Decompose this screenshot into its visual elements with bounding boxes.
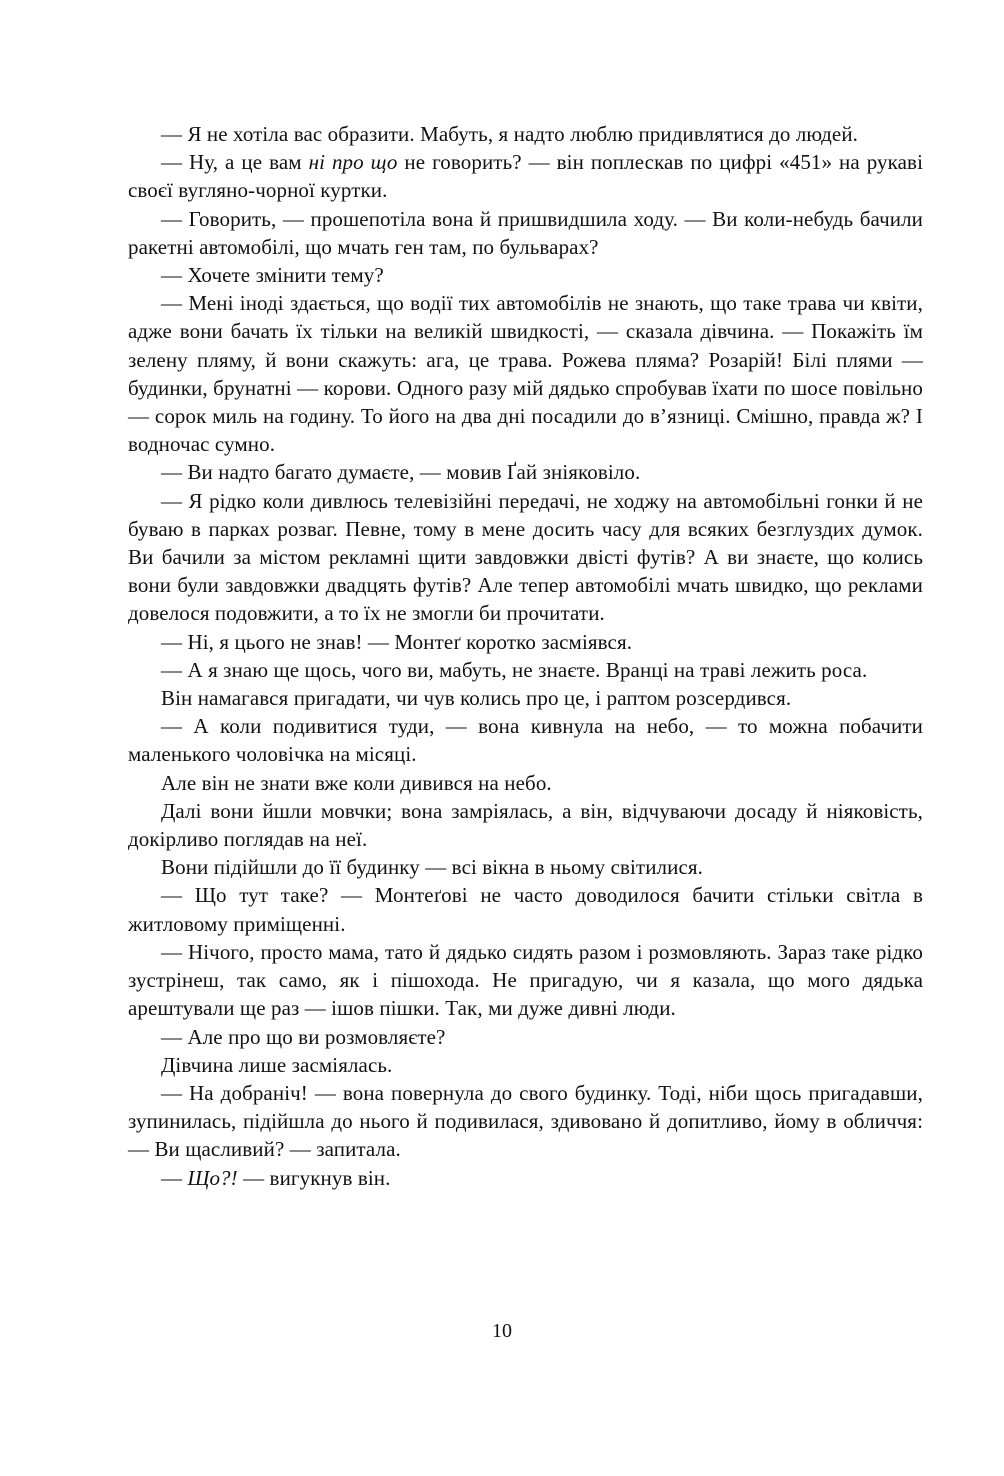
text-segment: Дівчина лише засміялась.	[161, 1052, 393, 1077]
text-segment: — Говорить, — прошепотіла вона й пришвидшила ходу. — Ви коли-небудь бачили ракетні автомобілі, що мчать ген там, по бульварах?	[128, 206, 923, 259]
text-segment: — Хочете змінити тему?	[161, 263, 384, 288]
text-segment: — Нічого, просто мама, тато й дядько сидять разом і розмовляють. Зараз таке рідко зустрінеш, так само, як і пішохода. Не пригадую, чи я казала, що мого дядька арештували ще раз — ішов пішки. Так, ми дуже дивні люди.	[128, 939, 923, 1021]
italic-text-segment: Що?!	[187, 1165, 238, 1190]
page-number: 10	[492, 1320, 512, 1342]
text-segment: — Ну, а це вам	[161, 150, 309, 175]
paragraph	[128, 120, 923, 148]
text-segment: — Але про що ви розмовляєте?	[161, 1024, 446, 1049]
paragraph	[128, 205, 923, 261]
paragraph	[128, 769, 923, 797]
text-segment: — Я не хотіла вас образити. Мабуть, я надто люблю придивлятися до людей.	[161, 122, 859, 146]
text-segment: — А коли подивитися туди, — вона кивнула на небо, — то можна побачити маленького чоловічка на місяці.	[128, 714, 923, 767]
paragraph	[128, 1051, 923, 1079]
paragraph	[128, 797, 923, 853]
paragraph	[128, 289, 923, 458]
text-segment: — Що тут таке? — Монтеґові не часто доводилося бачити стільки світла в житловому приміщенні.	[128, 883, 923, 936]
paragraph	[128, 148, 923, 204]
text-segment: — Ні, я цього не знав! — Монтеґ коротко засміявся.	[161, 629, 633, 654]
paragraph	[128, 628, 923, 656]
paragraph	[128, 656, 923, 684]
paragraph	[128, 1079, 923, 1164]
text-segment: не говорить? — він поплескав по цифрі «451» на рукаві своєї вугляно-чорної куртки.	[128, 150, 924, 203]
text-segment: Він намагався пригадати, чи чув колись про це, і раптом розсердився.	[161, 686, 792, 711]
paragraph	[128, 938, 923, 1023]
paragraph	[128, 487, 923, 628]
paragraph	[128, 458, 923, 486]
text-segment: — Я рідко коли дивлюсь телевізійні передачі, не ходжу на автомобільні гонки й не буваю в парках розваг. Певне, тому в мене досить часу для всяких безглуздих думок. Ви бачили за містом рекламні щити завдовжки двісті футів? А ви знаєте, що колись вони були завдовжки двадцять футів? Але тепер автомобілі мчать швидко, що реклами довелося подовжити, а то їх не змогли би прочитати.	[128, 488, 923, 626]
paragraph	[128, 712, 923, 768]
text-segment: — Ви надто багато думаєте, — мовив Ґай зніяковіло.	[161, 460, 641, 485]
text-segment: Але він не знати вже коли дивився на небо.	[161, 770, 552, 795]
text-segment: — Мені іноді здається, що водії тих автомобілів не знають, що таке трава чи квіти, адже вони бачать їх тільки на великій швидкості, — сказала дівчина. — Покажіть їм зелену пляму, й вони скажуть: ага, це трава. Рожева пляма? Розарій! Білі плями — будинки, брунатні — корови. Одного разу мій дядько спробував їхати по шосе повільно — сорок миль на годину. То його на два дні посадили до в’язниці. Смішно, правда ж? І водночас сумно.	[128, 291, 923, 457]
italic-text-segment: ні про що	[308, 150, 398, 175]
text-segment: Вони підійшли до її будинку — всі вікна в ньому світилися.	[161, 855, 703, 880]
paragraph	[128, 1023, 923, 1051]
paragraph	[128, 684, 923, 712]
text-segment: Далі вони йшли мовчки; вона замріялась, а він, відчуваючи досаду й ніяковість, докірливо поглядав на неї.	[128, 798, 923, 852]
text-segment: — вигукнув він.	[237, 1165, 391, 1190]
paragraph	[128, 261, 923, 289]
page-text	[128, 120, 923, 1192]
text-segment: —	[161, 1165, 188, 1190]
text-segment: — А я знаю ще щось, чого ви, мабуть, не знаєте. Вранці на траві лежить роса.	[161, 657, 868, 682]
paragraph	[128, 1164, 923, 1192]
text-segment: — На добраніч! — вона повернула до свого будинку. Тоді, ніби щось пригадавши, зупинилась, підійшла до нього й подивилася, здивовано й допитливо, йому в обличчя: — Ви щасливий? — запитала.	[128, 1080, 923, 1162]
paragraph	[128, 881, 923, 937]
paragraph	[128, 853, 923, 881]
